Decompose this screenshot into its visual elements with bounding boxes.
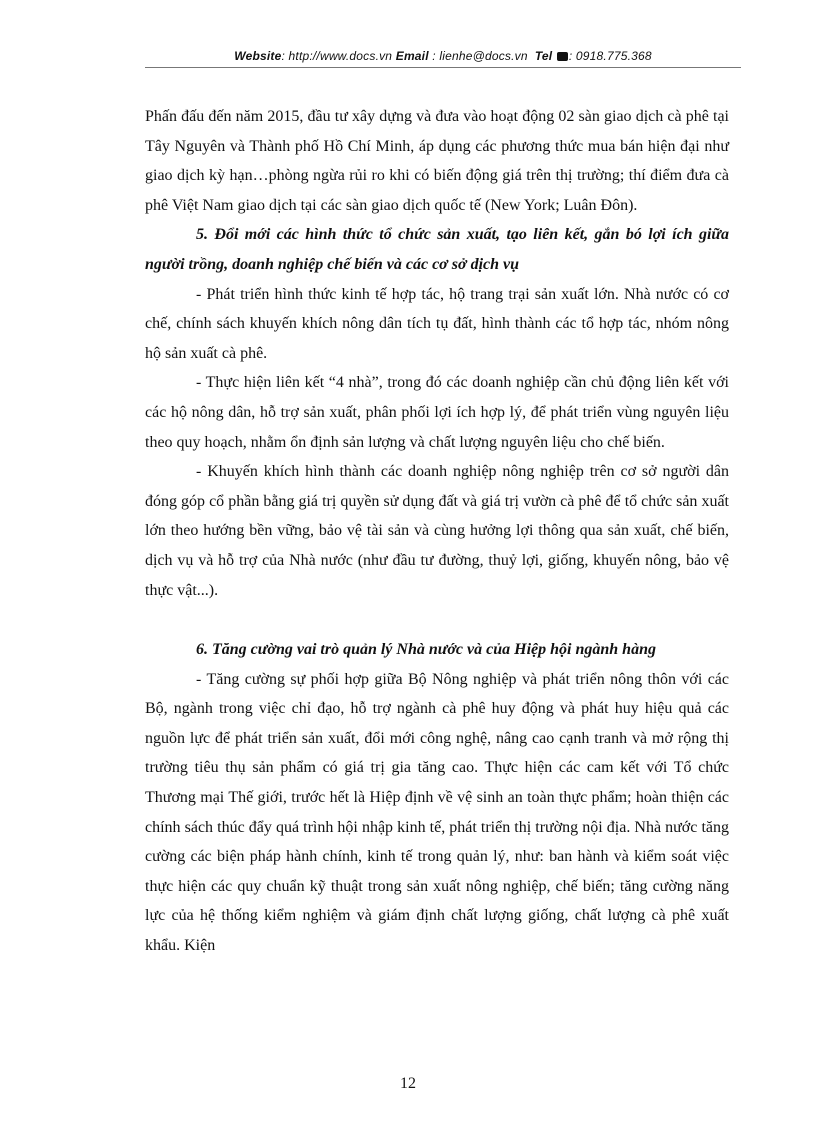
- website-value: : http://www.docs.vn: [281, 49, 393, 63]
- header-divider: [145, 67, 741, 68]
- website-label: Website: [234, 49, 282, 63]
- paragraph-4: - Khuyến khích hình thành các doanh nghiệp nông nghiệp trên cơ sở người dân đóng góp cổ phần bằng giá trị quyền sử dụng đất và giá trị vườn cà phê để tổ chức sản xuất lớn theo hướng bền vững, bảo vệ tài sản và cùng hưởng lợi thông qua sản xuất, chế biến, dịch vụ và hỗ trợ của Nhà nước (như đầu tư đường, thuỷ lợi, giống, khuyến nông, bảo vệ thực vật...).: [145, 463, 729, 599]
- tel-value: : 0918.775.368: [568, 49, 652, 63]
- email-label: Email: [395, 49, 429, 63]
- phone-icon: [557, 52, 568, 61]
- paragraph-2: - Phát triển hình thức kinh tế hợp tác, hộ trang trại sản xuất lớn. Nhà nước có cơ chế, chính sách khuyến khích nông dân tích tụ đất, hình thành các tổ hợp tác, nhóm nông hộ sản xuất cà phê.: [145, 285, 729, 362]
- email-value: : lienhe@docs.vn: [432, 49, 528, 63]
- section-5-heading: 5. Đổi mới các hình thức tổ chức sản xuất, tạo liên kết, gắn bó lợi ích giữa người trồng, doanh nghiệp chế biến và các cơ sở dịch vụ: [145, 226, 729, 273]
- paragraph-5: - Tăng cường sự phối hợp giữa Bộ Nông nghiệp và phát triển nông thôn với các Bộ, ngành trong việc chỉ đạo, hỗ trợ ngành cà phê huy động và phát huy hiệu quả các nguồn lực để phát triển sản xuất, đổi mới công nghệ, nâng cao cạnh tranh và mở rộng thị trường tiêu thụ sản phẩm có giá trị gia tăng cao. Thực hiện các cam kết với Tổ chức Thương mại Thế giới, trước hết là Hiệp định về vệ sinh an toàn thực phẩm; hoàn thiện các chính sách thúc đẩy quá trình hội nhập kinh tế, phát triển thị trường nội địa. Nhà nước tăng cường các biện pháp hành chính, kinh tế trong quản lý, như: ban hành và kiểm soát việc thực hiện các quy chuẩn kỹ thuật trong sản xuất nông nghiệp, chế biến; tăng cường năng lực của hệ thống kiểm nghiệm và giám định chất lượng giống, chất lượng cà phê xuất khẩu. Kiện: [145, 670, 729, 955]
- paragraph-1: Phấn đấu đến năm 2015, đầu tư xây dựng và đưa vào hoạt động 02 sàn giao dịch cà phê tại Tây Nguyên và Thành phố Hồ Chí Minh, áp dụng các phương thức mua bán hiện đại như giao dịch kỳ hạn…phòng ngừa rủi ro khi có biến động giá trên thị trường; thí điểm đưa cà phê Việt Nam giao dịch tại các sàn giao dịch quốc tế (New York; Luân Đôn).: [145, 108, 729, 214]
- paragraph-3: - Thực hiện liên kết “4 nhà”, trong đó các doanh nghiệp cần chủ động liên kết với các hộ nông dân, hỗ trợ sản xuất, phân phối lợi ích hợp lý, để phát triển vùng nguyên liệu theo quy hoạch, nhằm ổn định sản lượng và chất lượng nguyên liệu cho chế biến.: [145, 374, 729, 451]
- tel-label: Tel: [534, 49, 553, 63]
- document-body: [145, 102, 729, 961]
- section-6-heading: 6. Tăng cường vai trò quản lý Nhà nước và của Hiệp hội ngành hàng: [196, 641, 656, 659]
- page-header: [145, 49, 741, 63]
- page-number: 12: [400, 1075, 416, 1092]
